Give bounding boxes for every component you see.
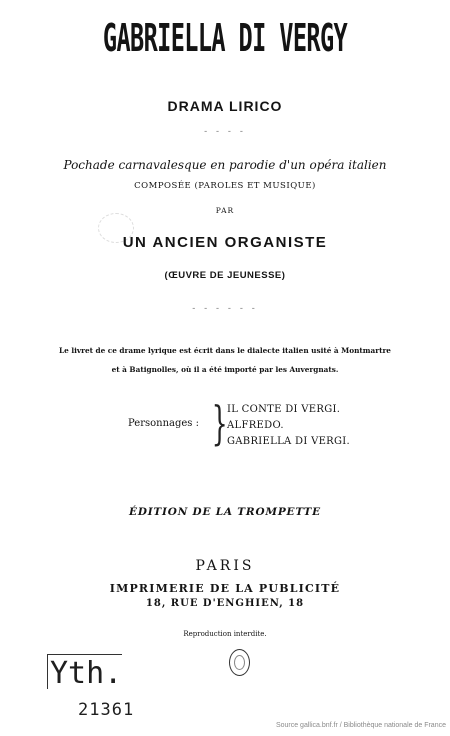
note-line: et à Batignolles, où il a été importé par les Auvergnats. [111,365,339,374]
author: UN ANCIEN ORGANISTE [122,234,328,251]
address: 18, RUE D'ENGHIEN, 18 [145,598,305,609]
source-credit: Source gallica.bnf.fr / Bibliothèque nationale de France [275,722,446,729]
city: PARIS [195,558,255,574]
printer: IMPRIMERIE DE LA PUBLICITÉ [109,582,341,595]
oeuvre-line: (ŒUVRE DE JEUNESSE) [164,270,286,281]
printer-ornament-oval [229,649,250,676]
cast-label: Personnages : [128,418,199,429]
cast-name: GABRIELLA DI VERGI. [227,436,351,447]
cast-name: ALFREDO. [227,420,284,431]
subtitle: DRAMA LIRICO [167,98,283,114]
par-line: PAR [215,206,235,215]
pochade-line: Pochade carnavalesque en parodie d'un opéra italien [63,158,387,172]
shelfmark-line1: Yth. [50,656,123,691]
shelfmark-line2: 21361 [78,700,135,720]
cast-brace: } [211,396,228,450]
edition-line: ÉDITION DE LA TROMPETTE [129,506,321,518]
separator-dots: - - - - [204,127,246,137]
title: GABRIELLA DI VERGY [102,16,348,60]
cast-name: IL CONTE DI VERGI. [227,404,341,415]
reproduction-notice: Reproduction interdite. [183,630,267,638]
composee-line: COMPOSÉE (PAROLES ET MUSIQUE) [134,181,316,191]
note-line: Le livret de ce drame lyrique est écrit dans le dialecte italien usité à Montmartre [59,346,391,355]
separator-dots: - - - - - - [192,304,258,314]
